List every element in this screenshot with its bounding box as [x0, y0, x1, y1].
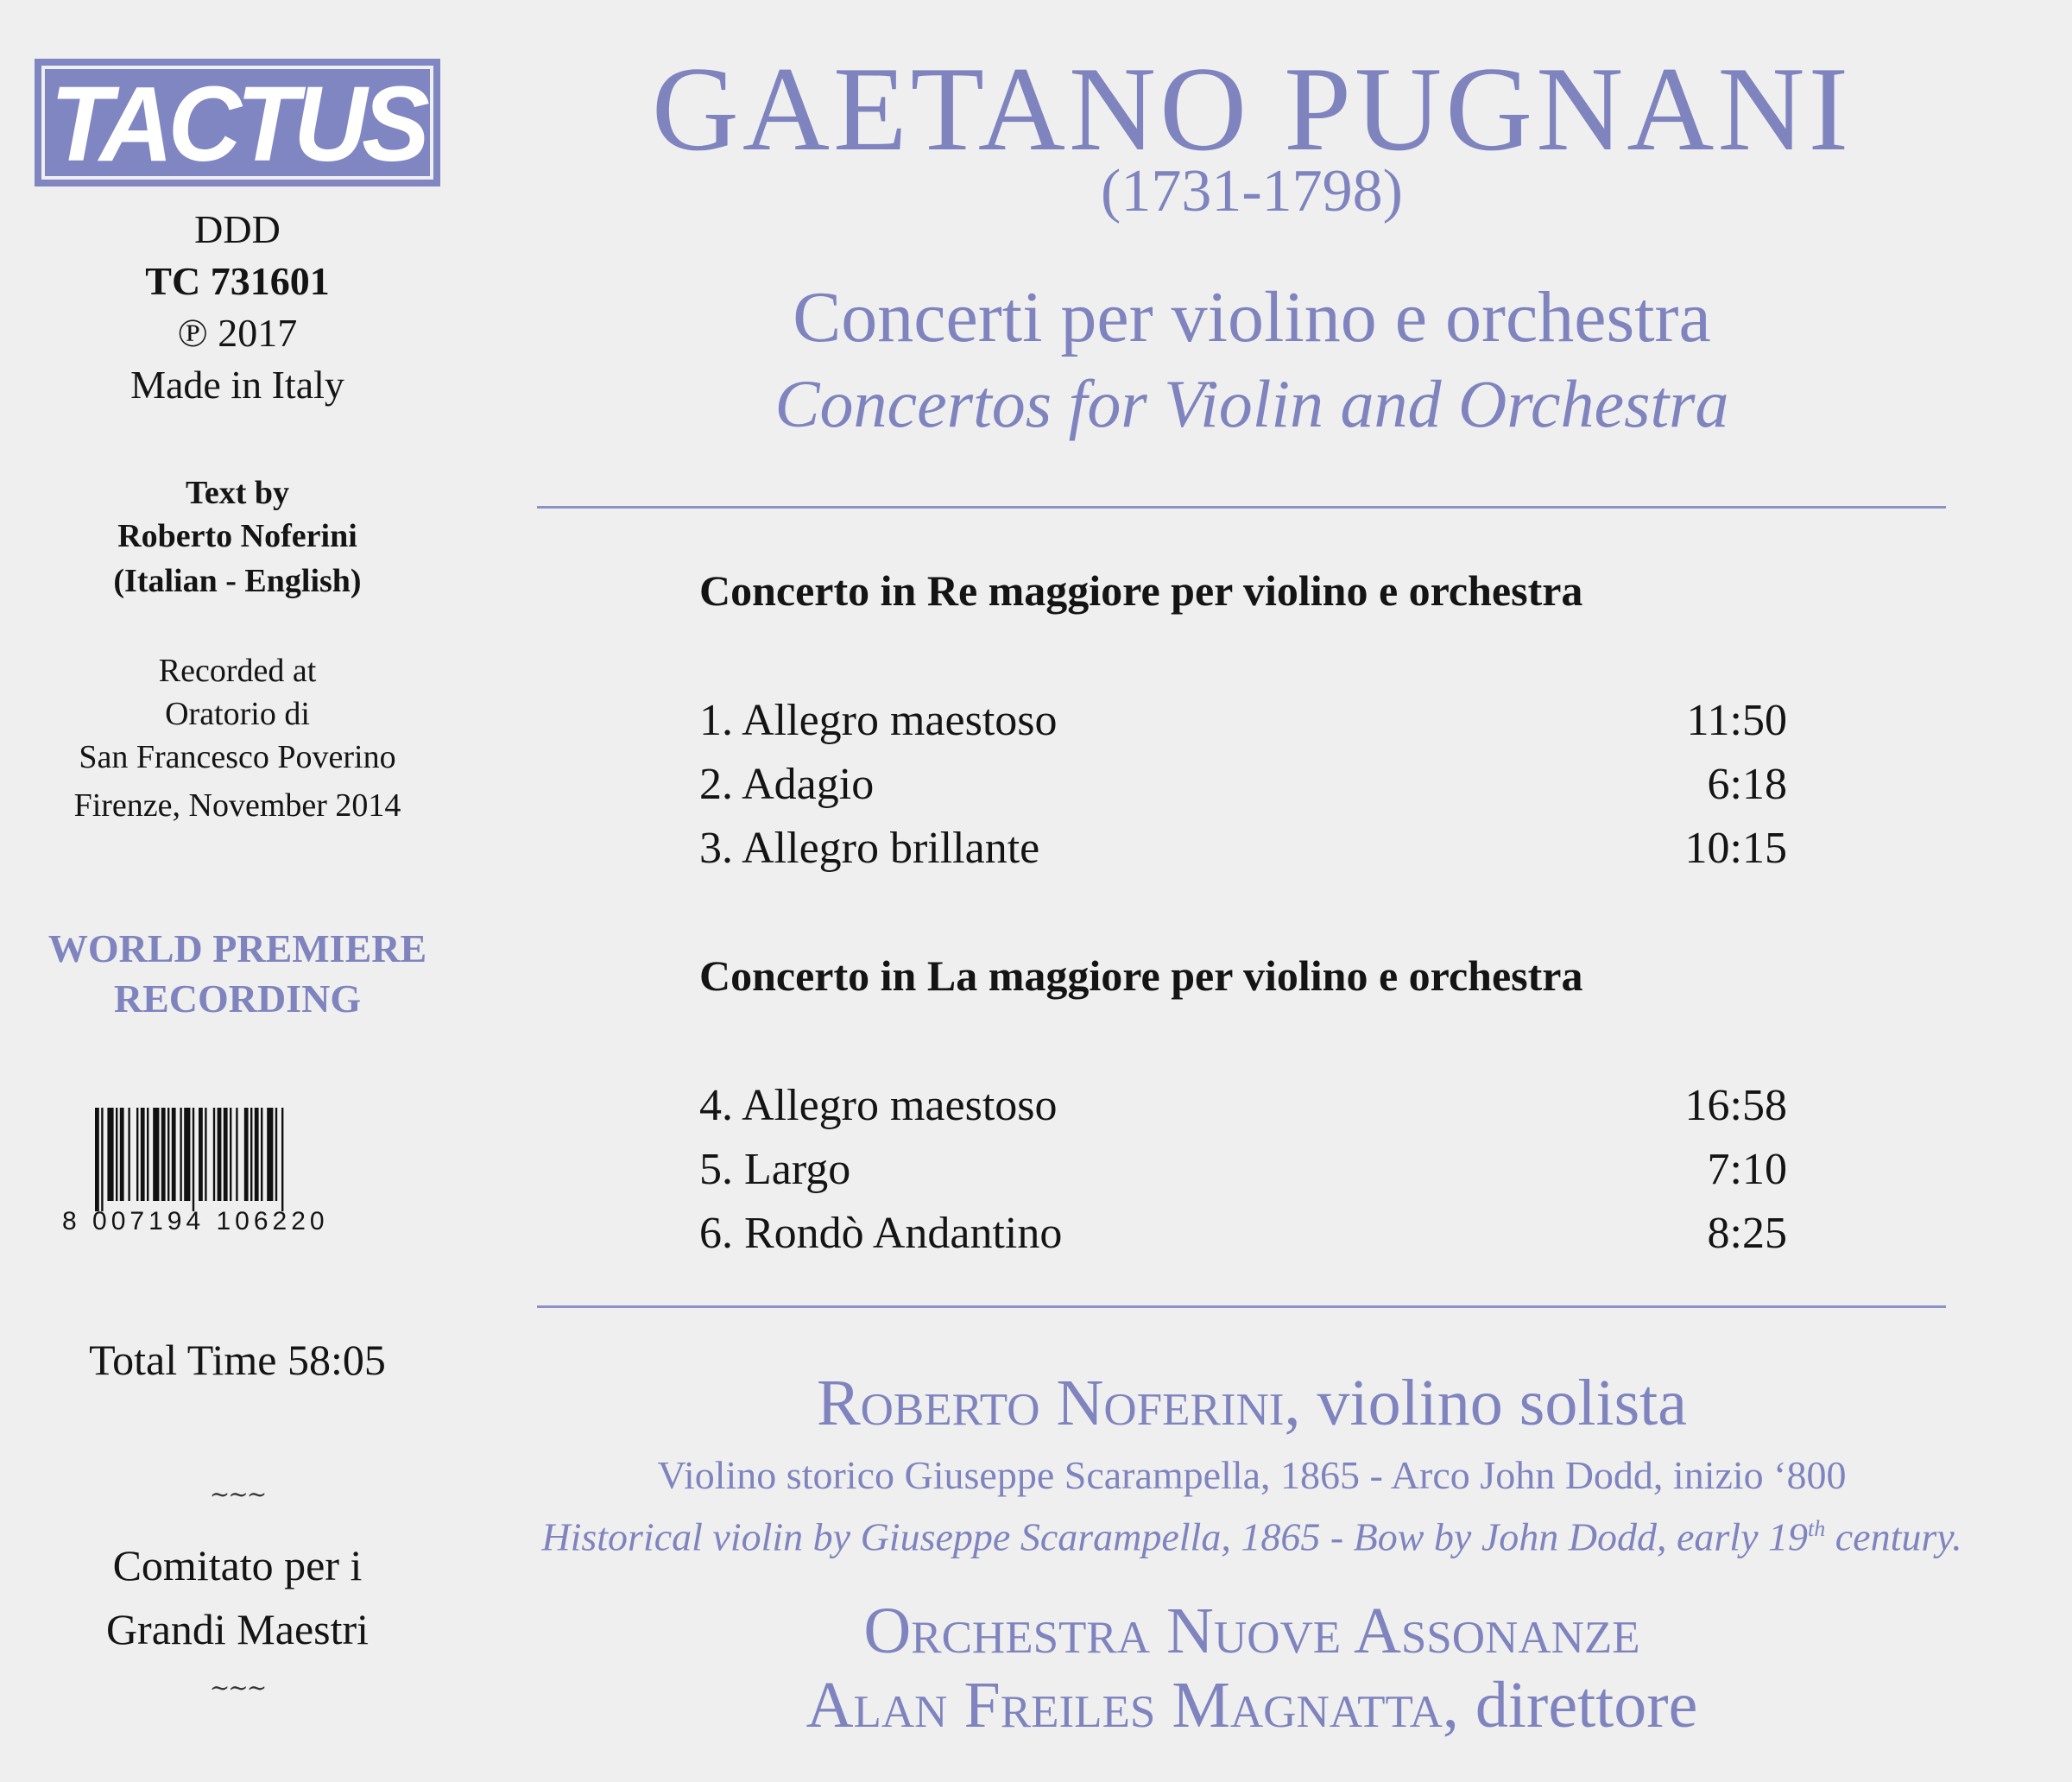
track-duration: 16:58 — [1684, 1081, 1787, 1130]
sponsor-line: Comitato per i — [112, 1541, 363, 1589]
barcode-bar — [193, 1108, 194, 1211]
barcode-bar — [275, 1108, 277, 1201]
barcode-bar — [184, 1108, 190, 1201]
sponsor-line: Grandi Maestri — [105, 1605, 370, 1653]
track-row — [699, 1202, 1787, 1266]
soloist-name: Roberto Noferini — [816, 1367, 1285, 1439]
superscript-th: th — [1808, 1516, 1826, 1541]
barcode-bar — [250, 1108, 252, 1201]
conductor-role: , direttore — [1442, 1669, 1698, 1741]
barcode-bar — [161, 1108, 166, 1201]
track-title: 3. Allegro brillante — [699, 824, 1040, 873]
barcode-bar — [267, 1108, 273, 1201]
track-duration: 6:18 — [1707, 760, 1787, 809]
barcode-bar — [261, 1108, 262, 1201]
instrument-english-main: Historical violin by Giuseppe Scarampella, 1865 - Bow by John Dodd, early 19 — [541, 1514, 1808, 1559]
track-row — [699, 817, 1787, 881]
text-languages: (Italian - English) — [113, 563, 362, 599]
ornament-divider: ~~~ — [209, 1480, 266, 1508]
barcode-bar — [128, 1108, 130, 1201]
barcode-bar — [205, 1108, 206, 1201]
composer-name: GAETANO PUGNANI — [651, 42, 1853, 176]
barcode-bar — [136, 1108, 138, 1201]
made-in: Made in Italy — [130, 363, 344, 407]
track-title: 1. Allegro maestoso — [699, 696, 1058, 745]
soloist-credit — [535, 1364, 1968, 1442]
track-row — [699, 753, 1787, 817]
barcode-bar — [172, 1108, 176, 1201]
instrument-italian: Violino storico Giuseppe Scarampella, 1865 - Arco John Dodd, inizio ‘800 — [657, 1453, 1847, 1497]
barcode-bar — [255, 1108, 259, 1201]
barcode — [95, 1108, 397, 1211]
composer-dates: (1731-1798) — [1101, 158, 1403, 224]
track-title: 5. Largo — [699, 1145, 851, 1194]
world-premiere-line: WORLD PREMIERE — [47, 926, 427, 970]
concerto-heading: Concerto in Re maggiore per violino e orchestra — [699, 566, 1583, 615]
barcode-bar — [147, 1108, 148, 1201]
barcode-bar — [199, 1108, 203, 1201]
orchestra-name: Orchestra Nuove Assonanze — [863, 1595, 1640, 1667]
conductor-name: Alan Freiles Magnatta — [805, 1669, 1443, 1741]
track-title: 2. Adagio — [699, 760, 875, 809]
recorded-line: Firenze, November 2014 — [73, 787, 401, 824]
barcode-bar — [244, 1108, 249, 1201]
barcode-bar — [153, 1108, 159, 1201]
work-title-english: Concertos for Violin and Orchestra — [774, 366, 1729, 441]
divider-rule — [537, 1305, 1946, 1308]
barcode-bar — [101, 1108, 103, 1211]
barcode-bar — [213, 1108, 215, 1201]
conductor-credit — [535, 1668, 1968, 1742]
track-title: 4. Allegro maestoso — [699, 1081, 1058, 1130]
recorded-line: Oratorio di — [165, 696, 310, 732]
track-row — [699, 1074, 1787, 1138]
tactus-logo — [35, 59, 440, 186]
world-premiere-line: RECORDING — [113, 976, 362, 1021]
format-code: DDD — [194, 207, 281, 251]
barcode-digits: 8 007194 106220 — [62, 1207, 329, 1235]
track-duration: 10:15 — [1684, 824, 1787, 873]
recorded-line: Recorded at — [158, 653, 317, 689]
track-duration: 7:10 — [1707, 1145, 1787, 1194]
phonogram-year: ℗ 2017 — [177, 311, 298, 355]
concerto-heading: Concerto in La maggiore per violino e orchestra — [699, 951, 1583, 1000]
barcode-bar — [167, 1108, 169, 1201]
track-title: 6. Rondò Andantino — [699, 1209, 1063, 1258]
barcode-bar — [116, 1108, 117, 1201]
track-duration: 8:25 — [1707, 1209, 1787, 1258]
recorded-line: San Francesco Poverino — [79, 739, 396, 775]
barcode-bar — [120, 1108, 124, 1201]
instrument-english — [535, 1504, 1968, 1562]
text-by-label: Text by — [185, 475, 289, 511]
instrument-english-end: century. — [1825, 1514, 1962, 1559]
barcode-bar — [95, 1108, 99, 1211]
total-time: Total Time 58:05 — [89, 1336, 386, 1384]
track-duration: 11:50 — [1686, 696, 1787, 745]
catalog-number: TC 731601 — [145, 259, 330, 303]
barcode-bar — [230, 1108, 231, 1201]
barcode-bar — [218, 1108, 222, 1201]
barcode-bar — [141, 1108, 145, 1201]
logo-text: TACTUS — [50, 64, 425, 185]
barcode-bar — [236, 1108, 237, 1201]
text-by-name: Roberto Noferini — [117, 518, 357, 554]
barcode-bar — [180, 1108, 181, 1201]
work-title-italian: Concerti per violino e orchestra — [793, 277, 1711, 357]
divider-rule — [537, 506, 1946, 509]
track-row — [699, 689, 1787, 753]
soloist-role: , violino solista — [1284, 1367, 1688, 1439]
track-row — [699, 1138, 1787, 1202]
ornament-divider: ~~~ — [209, 1673, 266, 1702]
barcode-bar — [224, 1108, 228, 1201]
barcode-bar — [107, 1108, 113, 1201]
barcode-bar — [281, 1108, 283, 1211]
